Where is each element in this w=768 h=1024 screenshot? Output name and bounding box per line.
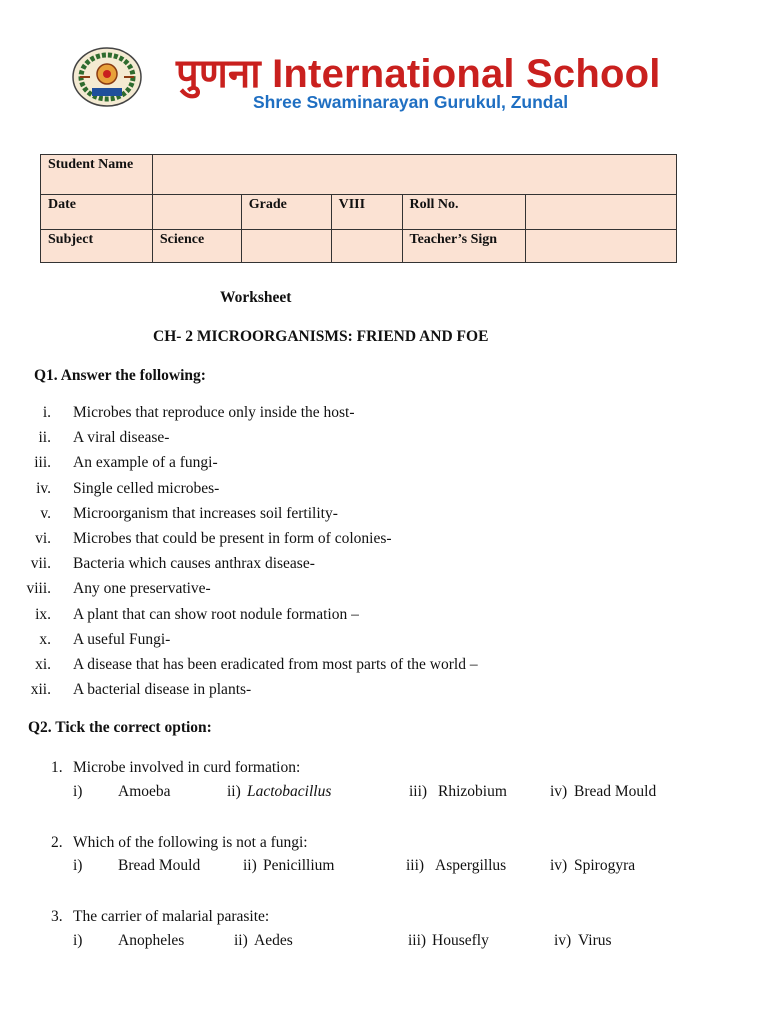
q1-item-text: An example of a fungi- xyxy=(73,454,218,471)
q1-item-number: v. xyxy=(40,505,51,522)
q2-question-number: 2. xyxy=(51,834,63,851)
q1-item-number: ii. xyxy=(38,429,51,446)
school-subtitle: Shree Swaminarayan Gurukul, Zundal xyxy=(253,92,569,112)
option-label: ii) xyxy=(243,857,257,874)
option-label: iv) xyxy=(550,857,568,874)
blank-cell xyxy=(331,230,402,263)
q1-item-text: Microorganism that increases soil fertility- xyxy=(73,505,338,522)
q1-item-number: vi. xyxy=(35,530,51,547)
chapter-title: CH- 2 MICROORGANISMS: FRIEND AND FOE xyxy=(153,328,489,345)
q1-item-number: xii. xyxy=(30,681,51,698)
date-field[interactable] xyxy=(152,195,241,230)
option-label: i) xyxy=(73,783,83,800)
q1-item-text: A plant that can show root nodule formation – xyxy=(73,606,359,623)
q1-heading: Q1. Answer the following: xyxy=(34,367,206,384)
q1-item-number: x. xyxy=(39,631,51,648)
option-text[interactable]: Virus xyxy=(578,932,612,949)
q1-item-text: A disease that has been eradicated from most parts of the world – xyxy=(73,656,478,673)
q1-item-number: i. xyxy=(42,404,51,421)
student-name-label: Student Name xyxy=(41,155,153,195)
q2-heading: Q2. Tick the correct option: xyxy=(28,719,212,736)
option-label: i) xyxy=(73,857,83,874)
grade-value: VIII xyxy=(331,195,402,230)
option-text[interactable]: Amoeba xyxy=(118,783,171,800)
subject-value: Science xyxy=(152,230,241,263)
subject-label: Subject xyxy=(41,230,153,263)
student-name-field[interactable] xyxy=(152,155,676,195)
roll-field[interactable] xyxy=(526,195,677,230)
q1-item-number: iv. xyxy=(36,480,51,497)
q2-question-text: Microbe involved in curd formation: xyxy=(73,759,301,776)
option-label: iii) xyxy=(406,857,425,874)
grade-label: Grade xyxy=(241,195,331,230)
option-label: iii) xyxy=(408,932,427,949)
q1-item-text: A bacterial disease in plants- xyxy=(73,681,252,698)
school-crest-icon xyxy=(70,46,144,108)
option-label: iv) xyxy=(550,783,568,800)
option-text[interactable]: Aedes xyxy=(254,932,293,949)
q2-question-number: 3. xyxy=(51,908,63,925)
option-text[interactable]: Anopheles xyxy=(118,932,185,949)
q2-question-text: The carrier of malarial parasite: xyxy=(73,908,270,925)
q1-item-text: Single celled microbes- xyxy=(73,480,220,497)
q1-item-text: A useful Fungi- xyxy=(73,631,171,648)
q1-item-number: viii. xyxy=(26,580,51,597)
q1-item-number: iii. xyxy=(34,454,51,471)
option-text[interactable]: Spirogyra xyxy=(574,857,636,874)
roll-label: Roll No. xyxy=(402,195,526,230)
q1-item-text: Microbes that reproduce only inside the host- xyxy=(73,404,355,421)
q1-item-number: xi. xyxy=(35,656,51,673)
option-text[interactable]: Aspergillus xyxy=(435,857,507,874)
date-label: Date xyxy=(41,195,153,230)
q1-item-text: Any one preservative- xyxy=(73,580,211,597)
option-label: ii) xyxy=(227,783,241,800)
q2-question-text: Which of the following is not a fungi: xyxy=(73,834,308,851)
q1-item-number: vii. xyxy=(30,555,51,572)
q2-question-number: 1. xyxy=(51,759,63,776)
worksheet-title: Worksheet xyxy=(220,289,292,306)
student-info-table xyxy=(40,154,677,263)
q1-item-text: Bacteria which causes anthrax disease- xyxy=(73,555,315,572)
option-text[interactable]: Bread Mould xyxy=(118,857,201,874)
teacher-sign-field[interactable] xyxy=(526,230,677,263)
option-label: ii) xyxy=(234,932,248,949)
option-label: i) xyxy=(73,932,83,949)
school-name: पुणना International School xyxy=(176,52,661,96)
option-text[interactable]: Lactobacillus xyxy=(247,783,332,800)
blank-cell xyxy=(241,230,331,263)
option-label: iv) xyxy=(554,932,572,949)
q1-item-text: Microbes that could be present in form of colonies- xyxy=(73,530,392,547)
q1-item-text: A viral disease- xyxy=(73,429,170,446)
option-text[interactable]: Housefly xyxy=(432,932,489,949)
option-label: iii) xyxy=(409,783,428,800)
option-text[interactable]: Penicillium xyxy=(263,857,335,874)
option-text[interactable]: Bread Mould xyxy=(574,783,657,800)
option-text[interactable]: Rhizobium xyxy=(438,783,507,800)
teacher-sign-label: Teacher’s Sign xyxy=(402,230,526,263)
q1-item-number: ix. xyxy=(35,606,51,623)
